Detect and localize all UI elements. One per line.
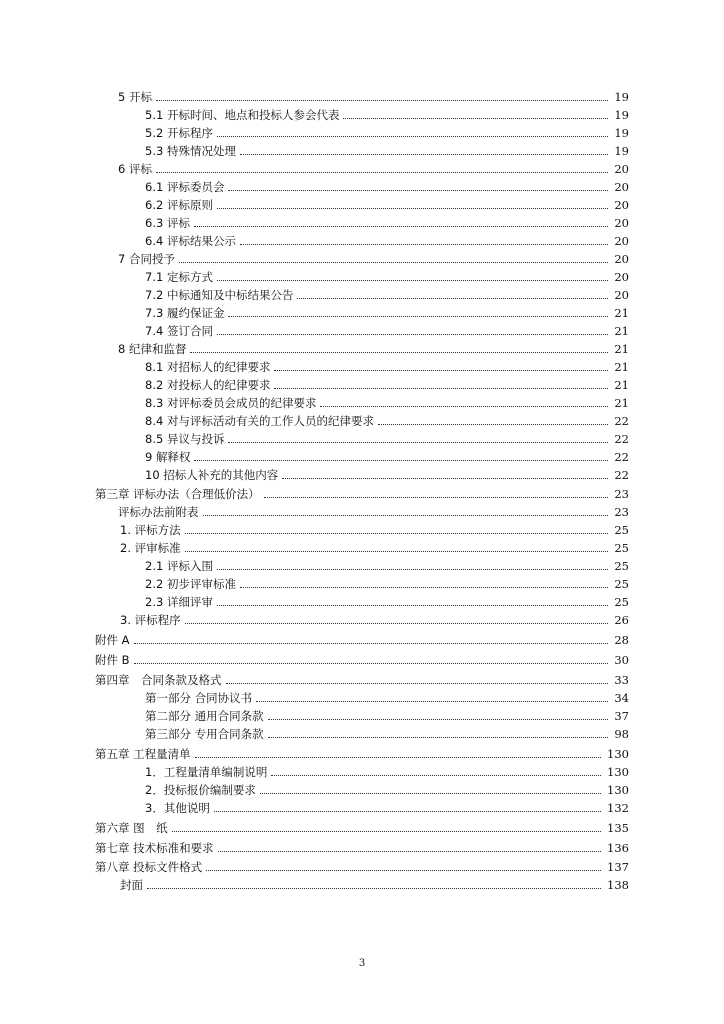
toc-dot-leader — [218, 851, 601, 852]
toc-entry-page: 21 — [614, 342, 629, 356]
toc-entry-chapter-5[interactable] — [95, 743, 629, 761]
toc-dot-leader — [214, 811, 601, 812]
toc-dot-leader — [134, 663, 609, 664]
toc-dot-leader — [343, 118, 608, 119]
toc-entry-8-2[interactable] — [145, 374, 629, 392]
toc-entry-5-item-1[interactable] — [145, 761, 629, 779]
toc-entry-page: 25 — [614, 559, 629, 573]
toc-dot-leader — [194, 460, 608, 461]
toc-entry-label: 3．其他说明 — [145, 801, 210, 815]
toc-entry-page: 34 — [614, 691, 629, 705]
toc-entry-page: 19 — [614, 108, 629, 122]
toc-entry-label: 第七章 技术标准和要求 — [95, 841, 214, 855]
toc-entry-label: 第三章 评标办法（合理低价法） — [95, 487, 260, 501]
toc-entry-page: 22 — [614, 414, 629, 428]
toc-entry-7-4[interactable] — [145, 320, 629, 338]
toc-dot-leader — [228, 190, 608, 191]
toc-dot-leader — [274, 388, 608, 389]
toc-entry-label: 3. 评标程序 — [120, 613, 181, 627]
toc-entry-label: 6.4 评标结果公示 — [145, 234, 236, 248]
toc-dot-leader — [195, 757, 601, 758]
toc-dot-leader — [320, 406, 608, 407]
toc-entry-page: 37 — [614, 709, 629, 723]
toc-dot-leader — [228, 442, 608, 443]
toc-entry-appendix-a[interactable] — [95, 629, 629, 647]
toc-entry-6-4[interactable] — [145, 230, 629, 248]
toc-entry-6-1[interactable] — [145, 176, 629, 194]
toc-entry-page: 30 — [614, 653, 629, 667]
toc-dot-leader — [147, 888, 601, 889]
toc-entry-label: 7.3 履约保证金 — [145, 306, 225, 320]
toc-entry-label: 封面 — [120, 878, 143, 892]
toc-dot-leader — [226, 683, 609, 684]
toc-entry-cover[interactable] — [120, 874, 629, 892]
toc-entry-label: 1．工程量清单编制说明 — [145, 765, 268, 779]
toc-entry-label: 7.1 定标方式 — [145, 270, 213, 284]
toc-entry-8-3[interactable] — [145, 392, 629, 410]
toc-entry-9[interactable] — [145, 446, 629, 464]
toc-entry-3-1[interactable] — [120, 519, 629, 537]
toc-entry-5-item-3[interactable] — [145, 797, 629, 815]
toc-dot-leader — [185, 623, 609, 624]
toc-entry-5-3[interactable] — [145, 140, 629, 158]
toc-entry-label: 9 解释权 — [145, 450, 191, 464]
toc-entry-label: 6.1 评标委员会 — [145, 180, 225, 194]
toc-entry-label: 6.3 评标 — [145, 216, 190, 230]
toc-entry-6-2[interactable] — [145, 194, 629, 212]
toc-entry-label: 附件 B — [95, 653, 130, 667]
toc-entry-label: 2．投标报价编制要求 — [145, 783, 256, 797]
toc-entry-8[interactable] — [118, 338, 629, 356]
toc-entry-page: 130 — [607, 765, 629, 779]
toc-dot-leader — [264, 497, 609, 498]
toc-entry-5[interactable] — [118, 86, 629, 104]
toc-dot-leader — [297, 298, 608, 299]
toc-dot-leader — [156, 172, 608, 173]
toc-entry-page: 21 — [614, 360, 629, 374]
toc-entry-page: 23 — [614, 505, 629, 519]
toc-dot-leader — [156, 100, 608, 101]
toc-entry-6-3[interactable] — [145, 212, 629, 230]
toc-entry-7-3[interactable] — [145, 302, 629, 320]
toc-entry-page: 21 — [614, 378, 629, 392]
toc-entry-3-2[interactable] — [120, 537, 629, 555]
toc-dot-leader — [217, 569, 608, 570]
toc-entry-6[interactable] — [118, 158, 629, 176]
toc-entry-page: 26 — [614, 613, 629, 627]
toc-dot-leader — [217, 280, 608, 281]
toc-entry-5-item-2[interactable] — [145, 779, 629, 797]
toc-entry-label: 7.4 签订合同 — [145, 324, 213, 338]
toc-entry-page: 25 — [614, 577, 629, 591]
toc-entry-page: 136 — [607, 841, 629, 855]
toc-entry-page: 25 — [614, 595, 629, 609]
toc-entry-label: 7.2 中标通知及中标结果公告 — [145, 288, 294, 302]
toc-dot-leader — [260, 793, 601, 794]
toc-dot-leader — [256, 701, 608, 702]
toc-dot-leader — [206, 870, 601, 871]
toc-entry-page: 138 — [607, 878, 629, 892]
toc-entry-7[interactable] — [118, 248, 629, 266]
toc-dot-leader — [203, 515, 609, 516]
toc-entry-label: 2.3 详细评审 — [145, 595, 213, 609]
toc-entry-label: 5.1 开标时间、地点和投标人参会代表 — [145, 108, 340, 122]
toc-entry-page: 19 — [614, 90, 629, 104]
toc-entry-5-1[interactable] — [145, 104, 629, 122]
toc-entry-label: 第六章 图 纸 — [95, 821, 168, 835]
toc-entry-label: 第八章 投标文件格式 — [95, 860, 203, 874]
toc-entry-label: 6 评标 — [118, 162, 152, 176]
toc-entry-chapter-7[interactable] — [95, 837, 629, 855]
toc-entry-page: 135 — [607, 821, 629, 835]
toc-dot-leader — [228, 316, 608, 317]
toc-entry-3-2-2[interactable] — [145, 573, 629, 591]
toc-entry-label: 5.3 特殊情况处理 — [145, 144, 236, 158]
toc-entry-7-2[interactable] — [145, 284, 629, 302]
toc-entry-8-1[interactable] — [145, 356, 629, 374]
toc-entry-page: 19 — [614, 126, 629, 140]
toc-entry-label: 5 开标 — [118, 90, 152, 104]
toc-entry-label: 第二部分 通用合同条款 — [145, 709, 264, 723]
toc-entry-page: 20 — [614, 162, 629, 176]
toc-dot-leader — [172, 831, 601, 832]
toc-entry-page: 137 — [607, 860, 629, 874]
toc-entry-part-1[interactable] — [145, 687, 629, 705]
toc-entry-label: 第三部分 专用合同条款 — [145, 727, 264, 741]
toc-entry-7-1[interactable] — [145, 266, 629, 284]
toc-dot-leader — [217, 334, 608, 335]
toc-entry-page: 20 — [614, 216, 629, 230]
toc-entry-page: 21 — [614, 306, 629, 320]
toc-entry-label: 第一部分 合同协议书 — [145, 691, 253, 705]
toc-entry-label: 1. 评标方法 — [120, 523, 181, 537]
toc-dot-leader — [240, 244, 608, 245]
toc-entry-part-3[interactable] — [145, 723, 629, 741]
toc-dot-leader — [274, 370, 608, 371]
toc-entry-label: 6.2 评标原则 — [145, 198, 213, 212]
toc-dot-leader — [268, 719, 609, 720]
toc-entry-page: 22 — [614, 432, 629, 446]
toc-entry-label: 8.4 对与评标活动有关的工作人员的纪律要求 — [145, 414, 374, 428]
toc-entry-label: 2.2 初步评审标准 — [145, 577, 236, 591]
toc-dot-leader — [185, 551, 609, 552]
toc-entry-label: 第五章 工程量清单 — [95, 747, 191, 761]
toc-entry-3-2-3[interactable] — [145, 591, 629, 609]
toc-entry-page: 20 — [614, 252, 629, 266]
toc-entry-page: 98 — [614, 727, 629, 741]
toc-dot-leader — [190, 352, 608, 353]
toc-entry-8-5[interactable] — [145, 428, 629, 446]
toc-dot-leader — [194, 226, 608, 227]
toc-dot-leader — [240, 587, 608, 588]
toc-dot-leader — [217, 208, 608, 209]
toc-dot-leader — [217, 136, 608, 137]
toc-entry-page: 130 — [607, 747, 629, 761]
toc-entry-page: 20 — [614, 198, 629, 212]
toc-entry-page: 25 — [614, 541, 629, 555]
toc-entry-label: 8.3 对评标委员会成员的纪律要求 — [145, 396, 317, 410]
page-number: 3 — [358, 958, 366, 969]
toc-entry-page: 22 — [614, 468, 629, 482]
toc-dot-leader — [179, 262, 608, 263]
toc-dot-leader — [282, 478, 608, 479]
toc-entry-page: 25 — [614, 523, 629, 537]
toc-entry-label: 8.1 对招标人的纪律要求 — [145, 360, 271, 374]
toc-entry-label: 附件 A — [95, 633, 130, 647]
toc-dot-leader — [240, 154, 608, 155]
toc-entry-chapter-4[interactable] — [95, 669, 629, 687]
toc-entry-appendix-b[interactable] — [95, 649, 629, 667]
toc-dot-leader — [268, 737, 609, 738]
toc-entry-label: 7 合同授予 — [118, 252, 175, 266]
toc-dot-leader — [217, 605, 608, 606]
toc-entry-page: 132 — [607, 801, 629, 815]
toc-entry-page: 23 — [614, 487, 629, 501]
toc-entry-label: 2. 评审标准 — [120, 541, 181, 555]
toc-entry-chapter-6[interactable] — [95, 817, 629, 835]
toc-entry-page: 20 — [614, 234, 629, 248]
toc-entry-label: 第四章 合同条款及格式 — [95, 673, 222, 687]
toc-entry-page: 28 — [614, 633, 629, 647]
toc-entry-8-4[interactable] — [145, 410, 629, 428]
toc-entry-label: 8.5 异议与投诉 — [145, 432, 225, 446]
toc-entry-page: 20 — [614, 288, 629, 302]
toc-entry-page: 33 — [614, 673, 629, 687]
toc-dot-leader — [271, 775, 601, 776]
toc-entry-page: 21 — [614, 396, 629, 410]
toc-entry-part-2[interactable] — [145, 705, 629, 723]
toc-entry-page: 20 — [614, 270, 629, 284]
toc-dot-leader — [134, 643, 609, 644]
toc-entry-label: 5.2 开标程序 — [145, 126, 213, 140]
toc-entry-evaluation-table[interactable] — [118, 501, 629, 519]
toc-entry-page: 22 — [614, 450, 629, 464]
toc-entry-3-3[interactable] — [120, 609, 629, 627]
toc-entry-label: 8.2 对投标人的纪律要求 — [145, 378, 271, 392]
toc-entry-3-2-1[interactable] — [145, 555, 629, 573]
toc-entry-page: 20 — [614, 180, 629, 194]
toc-entry-page: 130 — [607, 783, 629, 797]
toc-entry-label: 8 纪律和监督 — [118, 342, 187, 356]
toc-dot-leader — [185, 533, 609, 534]
toc-entry-label: 2.1 评标入围 — [145, 559, 213, 573]
toc-entry-chapter-8[interactable] — [95, 856, 629, 874]
toc-entry-page: 21 — [614, 324, 629, 338]
toc-entry-label: 评标办法前附表 — [118, 505, 199, 519]
toc-entry-chapter-3[interactable] — [95, 483, 629, 501]
toc-dot-leader — [378, 424, 608, 425]
toc-entry-5-2[interactable] — [145, 122, 629, 140]
toc-entry-page: 19 — [614, 144, 629, 158]
toc-entry-label: 10 招标人补充的其他内容 — [145, 468, 279, 482]
toc-entry-10[interactable] — [145, 464, 629, 482]
